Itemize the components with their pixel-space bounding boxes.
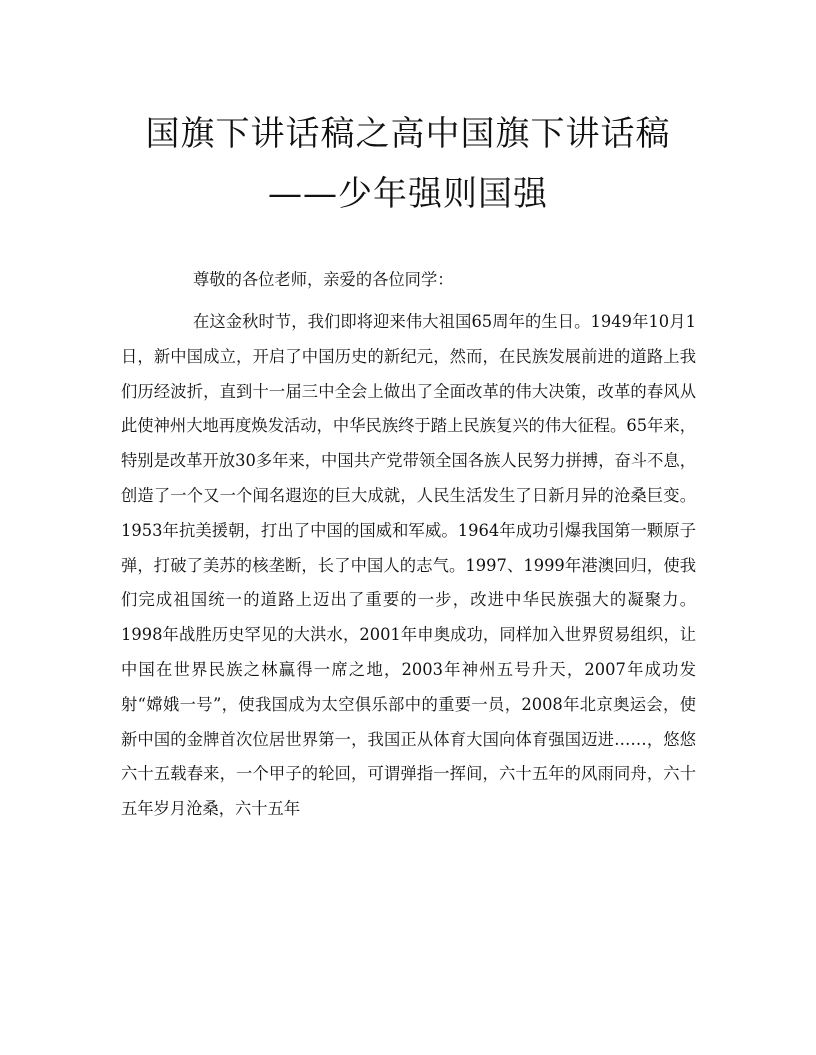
document-title-line-1: 国旗下讲话稿之高中国旗下讲话稿 bbox=[145, 114, 671, 154]
document-title-line-2: ——少年强则国强 bbox=[268, 174, 548, 214]
salutation: 尊敬的各位老师，亲爱的各位同学： bbox=[193, 270, 454, 289]
body-paragraph: 在这金秋时节，我们即将迎来伟大祖国65周年的生日。1949年10月1日，新中国成立，开启了中国历史的新纪元，然而，在民族发展前进的道路上我们历经波折，直到十一届三中全会上做出了全面改革的伟大决策，改革的春风从此使神州大地再度焕发活动，中华民族终于踏上民族复兴的伟大征程。65年来，特别是改革开放30多年来，中国共产党带领全国各族人民努力拼搏，奋斗不息，创造了一个又一个闻名遐迩的巨大成就，人民生活发生了日新月异的沧桑巨变。1953年抗美援朝，打出了中国的国威和军威。1964年成功引爆我国第一颗原子弹，打破了美苏的核垄断，长了中国人的志气。1997、1999年港澳回归，使我们完成祖国统一的道路上迈出了重要的一步，改进中华民族强大的凝聚力。1998年战胜历史罕见的大洪水，2001年申奥成功，同样加入世界贸易组织，让中国在世界民族之林赢得一席之地，2003年神州五号升天，2007年成功发射“嫦娥一号”，使我国成为太空俱乐部中的重要一员，2008年北京奥运会，使新中国的金牌首次位居世界第一，我国正从体育大国向体育强国迈进……，悠悠六十五载春来，一个甲子的轮回，可谓弹指一挥间，六十五年的风雨同舟，六十五年岁月沧桑，六十五年 bbox=[121, 312, 696, 819]
